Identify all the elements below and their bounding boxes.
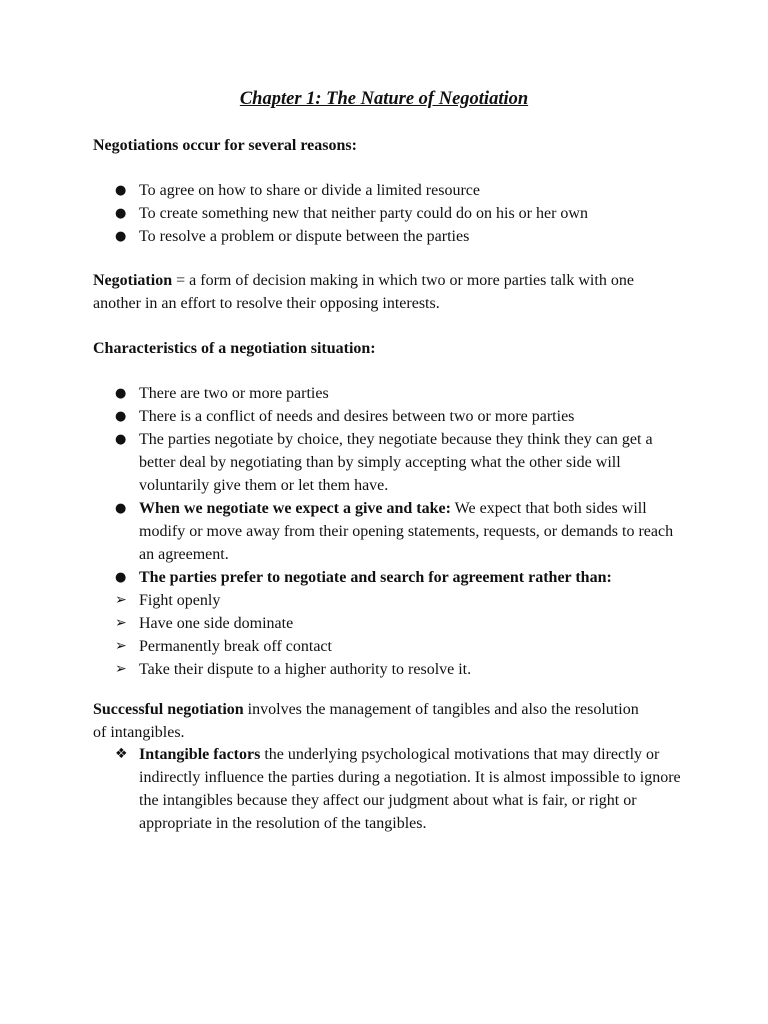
arrow-bullet-icon: ➢ [115, 638, 127, 654]
diamond-bullet-icon: ❖ [115, 746, 128, 762]
list-item: ● The parties prefer to negotiate and search for agreement rather than: [93, 566, 683, 589]
bullet-icon: ● [115, 409, 127, 424]
bullet-icon: ● [115, 570, 127, 585]
successful-term: Successful negotiation [93, 701, 244, 718]
arrow-bullet-icon: ➢ [115, 615, 127, 631]
list-item: ● To agree on how to share or divide a limited resource [93, 179, 693, 202]
list-item: ➢ Fight openly [93, 589, 683, 612]
reasons-list-block [93, 179, 693, 248]
bullet-icon: ● [115, 229, 127, 244]
bullet-icon: ● [115, 206, 127, 221]
definition-text: = a form of decision making in which two or more parties talk with one another in an effort to resolve their opposing interests. [93, 272, 634, 312]
bullet-icon: ● [115, 386, 127, 401]
list-item: ● To create something new that neither party could do on his or her own [93, 202, 693, 225]
list-item: ➢ Have one side dominate [93, 612, 683, 635]
intangible-block [93, 743, 683, 835]
list-item: ● There are two or more parties [93, 382, 683, 405]
bullet-icon: ● [115, 183, 127, 198]
bullet-icon: ● [115, 501, 127, 516]
characteristics-section [93, 337, 693, 360]
arrow-bullet-icon: ➢ [115, 661, 127, 677]
successful-text: involves the management of tangibles and also the resolution of intangibles. [93, 701, 639, 741]
successful-negotiation [93, 698, 653, 744]
list-item: ● When we negotiate we expect a give and take: We expect that both sides will modify or move away from their opening statements, requests, or demands to reach an agreement. [93, 497, 683, 566]
bullet-icon: ● [115, 432, 127, 447]
list-item: ● There is a conflict of needs and desires between two or more parties [93, 405, 683, 428]
negotiation-definition [93, 269, 683, 315]
characteristics-heading: Characteristics of a negotiation situation: [93, 340, 376, 357]
chapter-title: Chapter 1: The Nature of Negotiation [239, 89, 529, 109]
list-item: ● To resolve a problem or dispute between the parties [93, 225, 693, 248]
intangible-term: Intangible factors [139, 746, 261, 763]
characteristics-list [93, 382, 683, 681]
reasons-heading: Negotiations occur for several reasons: [93, 137, 357, 154]
characteristics-list-block [93, 382, 683, 681]
list-item: ● The parties negotiate by choice, they negotiate because they think they can get a better deal by negotiating than by simply accepting what the other side will voluntarily give them or let them have. [93, 428, 683, 497]
reasons-list [93, 179, 693, 248]
reasons-section [93, 134, 693, 157]
intangible-text: the underlying psychological motivations that may directly or indirectly influence the parties during a negotiation. It is almost impossible to ignore the intangibles because they affect our judgment about what is fair, or right or appropriate in the resolution of the tangibles. [139, 746, 681, 832]
list-item: ➢ Permanently break off contact [93, 635, 683, 658]
definition-term: Negotiation [93, 272, 173, 289]
arrow-bullet-icon: ➢ [115, 592, 127, 608]
intangible-item [93, 743, 683, 835]
list-item: ➢ Take their dispute to a higher authority to resolve it. [93, 658, 683, 681]
